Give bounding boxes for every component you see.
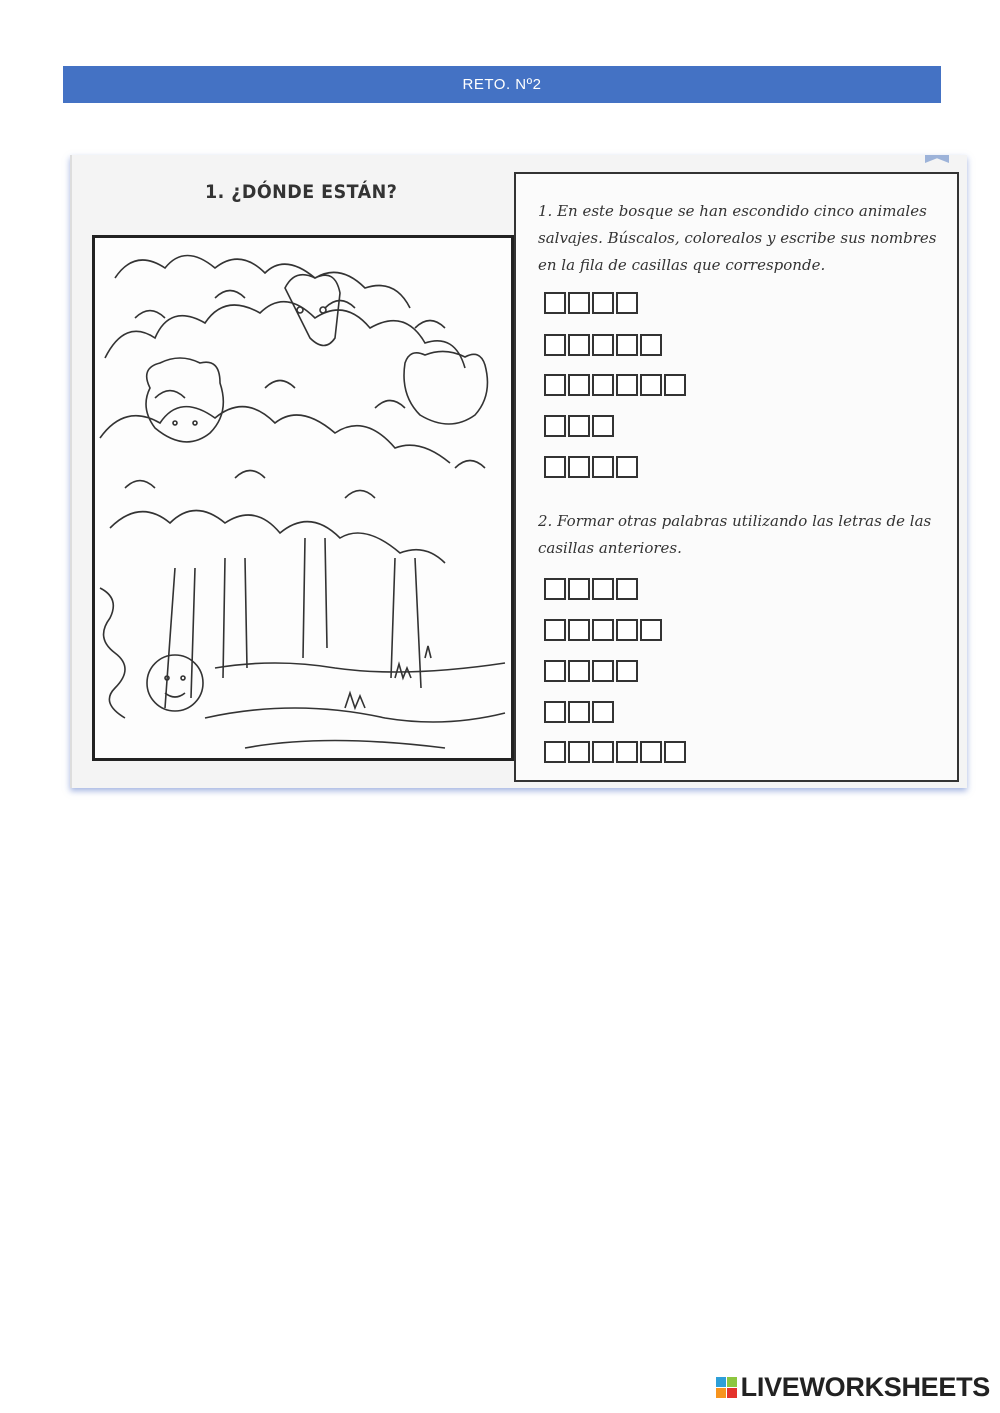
forest-drawing [95, 238, 511, 758]
worksheet-image [70, 155, 967, 788]
answer-box[interactable] [568, 292, 590, 314]
answer-box[interactable] [592, 701, 614, 723]
liveworksheets-logo [716, 1372, 990, 1403]
word-row-2 [544, 619, 662, 641]
bookmark-icon [925, 155, 949, 163]
answer-box[interactable] [544, 741, 566, 763]
answer-box[interactable] [592, 456, 614, 478]
logo-block [716, 1377, 726, 1387]
word-row-1 [544, 578, 638, 600]
answer-box[interactable] [640, 619, 662, 641]
answer-row-1 [544, 292, 638, 314]
answer-box[interactable] [592, 292, 614, 314]
answer-box[interactable] [544, 578, 566, 600]
answer-box[interactable] [568, 660, 590, 682]
answer-box[interactable] [568, 578, 590, 600]
answer-box[interactable] [592, 660, 614, 682]
answer-box[interactable] [640, 741, 662, 763]
answer-box[interactable] [616, 619, 638, 641]
instruction-2: 2. Formar otras palabras utilizando las letras de las casillas anteriores. [538, 512, 932, 557]
logo-block [727, 1377, 737, 1387]
worksheet-title: 1. ¿DÓNDE ESTÁN? [205, 181, 398, 203]
answer-row-5 [544, 456, 638, 478]
instruction-1: 1. En este bosque se han escondido cinco animales salvajes. Búscalos, colorealos y escribe sus nombres en la fila de casillas que corresponde. [538, 202, 937, 274]
answer-box[interactable] [592, 619, 614, 641]
answer-box[interactable] [544, 660, 566, 682]
answer-box[interactable] [568, 415, 590, 437]
answer-box[interactable] [640, 334, 662, 356]
answer-row-2 [544, 334, 662, 356]
word-row-4 [544, 701, 614, 723]
instructions-panel [514, 172, 959, 782]
answer-box[interactable] [664, 741, 686, 763]
answer-box[interactable] [568, 619, 590, 641]
answer-box[interactable] [592, 578, 614, 600]
answer-box[interactable] [544, 374, 566, 396]
answer-box[interactable] [568, 334, 590, 356]
answer-box[interactable] [616, 374, 638, 396]
answer-box[interactable] [544, 334, 566, 356]
forest-illustration [92, 235, 514, 761]
header-bar [63, 66, 941, 103]
logo-block [727, 1388, 737, 1398]
answer-box[interactable] [544, 456, 566, 478]
answer-row-4 [544, 415, 614, 437]
word-row-5 [544, 741, 686, 763]
answer-box[interactable] [568, 701, 590, 723]
brand-name: LIVEWORKSHEETS [740, 1372, 990, 1402]
word-row-3 [544, 660, 638, 682]
logo-blocks-icon [716, 1377, 737, 1398]
answer-box[interactable] [568, 741, 590, 763]
answer-row-3 [544, 374, 686, 396]
answer-box[interactable] [592, 741, 614, 763]
answer-box[interactable] [664, 374, 686, 396]
answer-box[interactable] [544, 701, 566, 723]
logo-block [716, 1388, 726, 1398]
answer-box[interactable] [568, 374, 590, 396]
answer-box[interactable] [592, 415, 614, 437]
answer-box[interactable] [616, 334, 638, 356]
answer-box[interactable] [640, 374, 662, 396]
page-title: RETO. Nº2 [462, 76, 542, 93]
answer-box[interactable] [544, 619, 566, 641]
answer-box[interactable] [616, 456, 638, 478]
answer-box[interactable] [544, 292, 566, 314]
answer-box[interactable] [616, 660, 638, 682]
answer-box[interactable] [592, 334, 614, 356]
answer-box[interactable] [544, 415, 566, 437]
answer-box[interactable] [616, 578, 638, 600]
answer-box[interactable] [592, 374, 614, 396]
answer-box[interactable] [568, 456, 590, 478]
answer-box[interactable] [616, 741, 638, 763]
answer-box[interactable] [616, 292, 638, 314]
